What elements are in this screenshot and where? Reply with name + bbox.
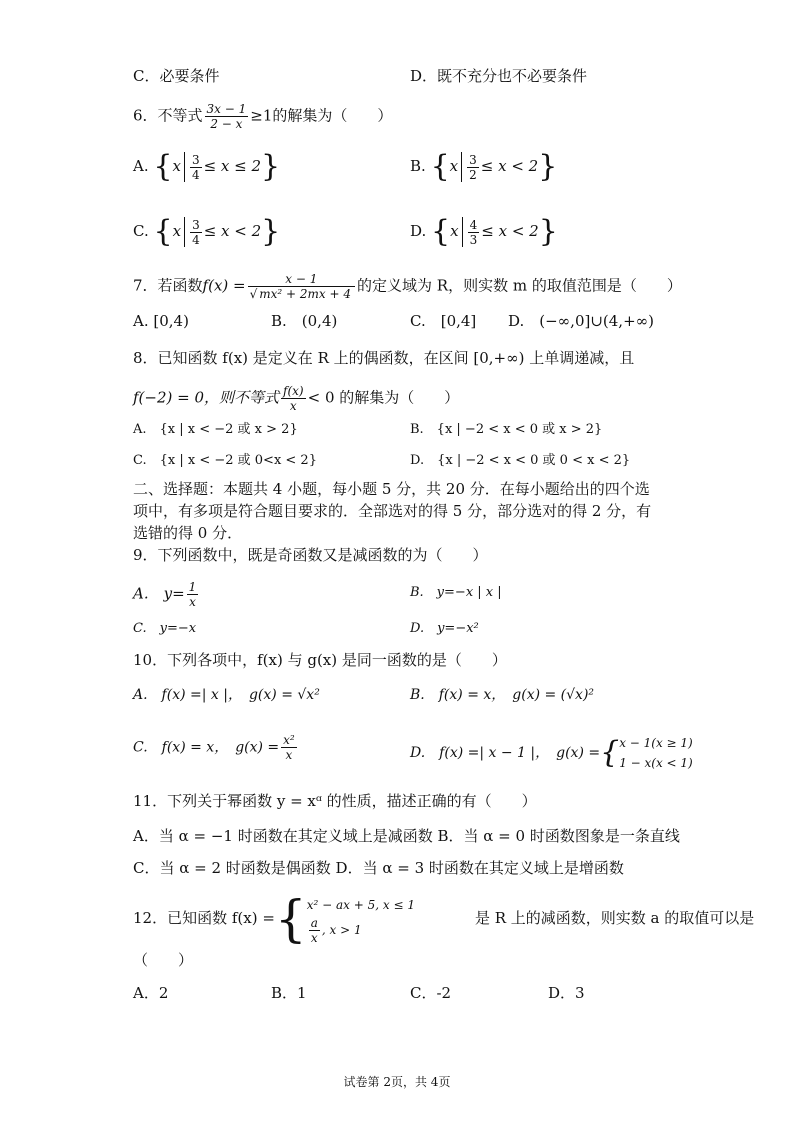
q12-option-b: B．1 xyxy=(271,984,307,1002)
q6-d-num: 4 xyxy=(469,217,478,232)
q6-c-num: 3 xyxy=(192,217,200,232)
q10-d-text: D. f(x) =| x − 1 |， g(x) = xyxy=(410,745,601,761)
left-brace-icon: { xyxy=(274,890,307,948)
q8-stem-line2 xyxy=(133,384,459,413)
q9-option-c: C. y=−x xyxy=(133,621,197,636)
q10-d-case2: 1 − x(x < 1) xyxy=(619,756,693,770)
q7-den: mx² + 2mx + 4 xyxy=(259,287,352,301)
q6-option-b: B. {x $\frac{3}{2}$ ≤ x < 2} xyxy=(410,149,558,184)
q6-fraction xyxy=(205,102,249,131)
left-brace-icon: { xyxy=(153,149,173,184)
q6-c-rel: ≤ x < 2 xyxy=(203,222,262,240)
q9-option-d: D. y=−x² xyxy=(410,621,479,636)
q12-cases xyxy=(307,894,415,945)
q8-option-c: C. {x | x < −2 或 0<x < 2} xyxy=(133,453,317,468)
left-brace-icon: { xyxy=(431,214,451,249)
q10-stem: 10．下列各项中，f(x) 与 g(x) 是同一函数的是（ ） xyxy=(133,651,507,669)
q10-c-text: C. f(x) = x， g(x) = xyxy=(133,739,280,756)
q10-option-d xyxy=(410,733,693,773)
q6-b-rel: ≤ x < 2 xyxy=(480,157,539,175)
q6-den: 2 − x xyxy=(210,117,243,131)
left-brace-icon: { xyxy=(153,214,173,249)
q12-stem xyxy=(133,888,754,948)
q6-a-frac xyxy=(190,153,202,182)
q6-suffix: 的解集为（ ） xyxy=(272,106,393,125)
q6-stem xyxy=(133,102,392,131)
q9-a-num: 1 xyxy=(188,580,197,594)
section-2-instructions: 二、选择题：本题共 4 小题，每小题 5 分，共 20 分．在每小题给出的四个选项中，有多项是符合题目要求的．全部选对的得 5 分，部分选对的得 2 分，有选错的得 0 分． xyxy=(133,480,652,542)
left-brace-icon: { xyxy=(430,149,450,184)
left-brace-icon: { xyxy=(600,735,620,770)
q6-b-num: 3 xyxy=(469,152,477,167)
q7-option-b: B. (0,4) xyxy=(271,312,338,330)
q8-line2-a: f(−2) = 0，则不等式 xyxy=(133,388,280,407)
q10-option-a: A. f(x) =| x |， g(x) = √x² xyxy=(133,687,320,703)
q12-case1: x² − ax + 5, x ≤ 1 xyxy=(306,897,415,912)
q10-c-frac xyxy=(281,733,297,762)
q6-b-frac xyxy=(467,153,479,182)
q7-num: x − 1 xyxy=(248,272,355,287)
q7-fraction: $\frac{x - 1}{\text{√ mx² + 2mx + 4}}$ xyxy=(248,272,355,301)
right-brace-icon: } xyxy=(538,149,558,184)
right-brace-icon: } xyxy=(261,149,281,184)
q10-option-b: B. f(x) = x， g(x) = (√x)² xyxy=(410,687,595,703)
q9-a-frac xyxy=(187,580,199,609)
q7-fx: f(x) = xyxy=(202,276,246,295)
q5-option-d: D．既不充分也不必要条件 xyxy=(410,67,588,85)
q6-a-rel: ≤ x ≤ 2 xyxy=(203,157,262,175)
q6-a-num: 3 xyxy=(191,152,200,167)
q8-den: x xyxy=(289,399,297,413)
q12-prefix: 12．已知函数 f(x) = xyxy=(133,909,275,927)
q11-stem: 11．下列关于幂函数 y = xᵅ 的性质，描述正确的有（ ） xyxy=(133,792,537,810)
q6-a-label: A. xyxy=(133,157,149,175)
q6-prefix: 6．不等式 xyxy=(133,106,203,125)
q8-option-d: D. {x | −2 < x < 0 或 0 < x < 2} xyxy=(410,453,631,468)
q8-num: f(x) xyxy=(283,384,304,398)
q6-b-den: 2 xyxy=(469,167,477,182)
q9-option-a xyxy=(133,580,200,609)
q7-stem xyxy=(133,272,682,301)
q12-suffix: 是 R 上的减函数，则实数 a 的取值可以是 xyxy=(474,909,755,927)
q8-stem-line1: 8．已知函数 f(x) 是定义在 R 上的偶函数，在区间 [0,+∞) 上单调递减，且 xyxy=(133,349,635,367)
q7-option-d: D. (−∞,0]∪(4,+∞) xyxy=(508,312,654,330)
q10-c-den: x xyxy=(285,748,293,762)
q11-line1: A．当 α = −1 时函数在其定义域上是减函数 B．当 α = 0 时函数图象是一条直线 xyxy=(133,827,680,845)
right-brace-icon: } xyxy=(261,214,281,249)
divider-bar xyxy=(462,217,463,247)
q6-num: 3x − 1 xyxy=(206,102,247,116)
q11-line2: C．当 α = 2 时函数是偶函数 D．当 α = 3 时函数在其定义域上是增函数 xyxy=(133,859,624,877)
q6-option-a: A. {x $\frac{3}{4}$ ≤ x ≤ 2} xyxy=(133,149,281,184)
q12-option-c: C．-2 xyxy=(410,984,452,1002)
q6-a-den: 4 xyxy=(191,167,200,182)
q12-case2-rest: , x > 1 xyxy=(321,922,362,937)
q9-option-b: B. y=−x | x | xyxy=(410,585,502,600)
q6-rel: ≥1 xyxy=(250,106,273,125)
q6-c-den: 4 xyxy=(192,232,200,247)
q6-c-label: C. xyxy=(133,222,149,240)
q6-b-label: B. xyxy=(410,157,426,175)
q10-d-case1: x − 1(x ≥ 1) xyxy=(619,736,693,750)
q12-option-a: A．2 xyxy=(133,984,169,1002)
q8-option-a: A. {x | x < −2 或 x > 2} xyxy=(133,422,298,437)
q12-case2-frac xyxy=(309,916,320,945)
divider-bar xyxy=(184,217,185,247)
q8-option-b: B. {x | −2 < x < 0 或 x > 2} xyxy=(410,422,603,437)
q7-option-c: C. [0,4] xyxy=(410,312,477,330)
q6-c-frac xyxy=(190,218,202,247)
q8-fraction xyxy=(281,384,306,413)
q5-option-c: C．必要条件 xyxy=(133,67,220,85)
q6-d-frac xyxy=(468,218,480,247)
q9-a-den: x xyxy=(189,595,196,609)
q6-d-den: 3 xyxy=(469,232,478,247)
q9-stem: 9．下列函数中，既是奇函数又是减函数的为（ ） xyxy=(133,546,488,564)
q10-c-num: x² xyxy=(283,733,295,747)
q10-option-c xyxy=(133,733,299,762)
page-footer: 试卷第 2页，共 4页 xyxy=(343,1075,451,1089)
q12-paren: （ ） xyxy=(133,951,194,969)
q7-prefix: 7．若函数 xyxy=(133,276,203,295)
q12-case2-den: x xyxy=(310,930,318,945)
q9-a-label: A. y= xyxy=(133,584,185,603)
right-brace-icon: } xyxy=(538,214,558,249)
q10-d-cases xyxy=(619,733,693,773)
divider-bar xyxy=(184,152,185,182)
q12-case2-num: a xyxy=(310,915,318,930)
q7-option-a: A. [0,4) xyxy=(133,312,189,330)
divider-bar xyxy=(461,152,462,182)
q12-option-d: D．3 xyxy=(548,984,585,1002)
q8-line2-b: < 0 的解集为（ ） xyxy=(307,388,460,407)
q7-suffix: 的定义域为 R，则实数 m 的取值范围是（ ） xyxy=(357,276,682,295)
q6-option-d: D. {x $\frac{4}{3}$ ≤ x < 2} xyxy=(410,214,558,249)
q6-d-rel: ≤ x < 2 xyxy=(481,222,539,240)
q6-option-c: C. {x $\frac{3}{4}$ ≤ x < 2} xyxy=(133,214,281,249)
q6-d-label: D. xyxy=(410,222,427,240)
